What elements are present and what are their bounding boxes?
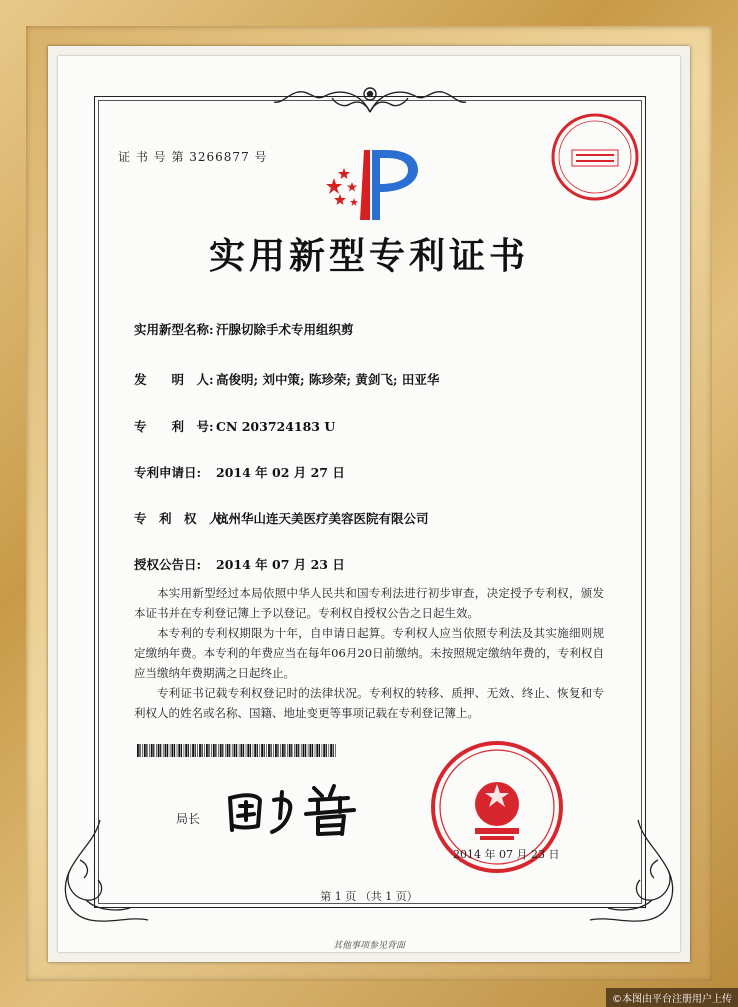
field-label: 专利申请日: bbox=[134, 465, 202, 480]
field-label: 发 明 人: bbox=[134, 372, 214, 387]
body-paragraph: 本实用新型经过本局依照中华人民共和国专利法进行初步审查，决定授予专利权，颁发本证书并在专利登记簿上予以登记。专利权自授权公告之日起生效。 bbox=[134, 586, 604, 620]
field-value: 汗腺切除手术专用组织剪 bbox=[216, 322, 354, 337]
field-value: 2014 年 07 月 23 日 bbox=[216, 557, 345, 572]
field-label: 授权公告日: bbox=[134, 557, 202, 572]
field-label: 实用新型名称: bbox=[134, 322, 214, 337]
field-application-date bbox=[134, 463, 345, 481]
field-patentee bbox=[134, 509, 429, 527]
field-utility-model-name bbox=[134, 320, 354, 338]
corner-ornament-right-icon bbox=[588, 820, 678, 930]
barcode-icon bbox=[137, 744, 337, 757]
certificate-body bbox=[134, 583, 604, 723]
field-value: CN 203724183 U bbox=[216, 419, 336, 434]
top-ornament-icon bbox=[270, 82, 470, 116]
footnote: 其他事项参见背面 bbox=[332, 941, 405, 951]
certificate-number: 证 书 号 第 3266877 号 bbox=[118, 150, 268, 164]
corner-ornament-left-icon bbox=[60, 820, 150, 930]
field-value: 杭州华山连天美医疗美容医院有限公司 bbox=[216, 511, 429, 526]
body-paragraph: 专利证书记载专利权登记时的法律状况。专利权的转移、质押、无效、终止、恢复和专利权人的姓名或名称、国籍、地址变更等事项记载在专利登记簿上。 bbox=[134, 686, 604, 720]
field-patent-number bbox=[134, 417, 335, 435]
field-label: 专 利 权 人: bbox=[134, 511, 227, 526]
certificate-title: 实用新型专利证书 bbox=[208, 236, 529, 277]
body-paragraph: 本专利的专利权期限为十年，自申请日起算。专利权人应当依照专利法及其实施细则规定缴纳年费。本专利的年费应当在每年06月20日前缴纳。未按照规定缴纳年费的，专利权自应当缴纳年费期满之日起终止。 bbox=[134, 626, 604, 680]
tax-seal-icon bbox=[550, 112, 640, 202]
page-number: 第 1 页 （共 1 页） bbox=[320, 890, 418, 903]
field-label: 专 利 号: bbox=[134, 419, 214, 434]
field-value: 高俊明; 刘中策; 陈珍荣; 黄剑飞; 田亚华 bbox=[216, 372, 440, 387]
patent-office-logo-icon bbox=[322, 148, 422, 224]
field-inventors bbox=[134, 370, 439, 388]
upload-watermark: ©本图由平台注册用户上传 bbox=[606, 988, 738, 1007]
field-value: 2014 年 02 月 27 日 bbox=[216, 465, 345, 480]
director-label: 局长 bbox=[176, 812, 201, 826]
field-grant-date bbox=[134, 555, 345, 573]
director-signature-icon bbox=[222, 778, 372, 838]
seal-date: 2014 年 07 月 23 日 bbox=[453, 848, 560, 861]
